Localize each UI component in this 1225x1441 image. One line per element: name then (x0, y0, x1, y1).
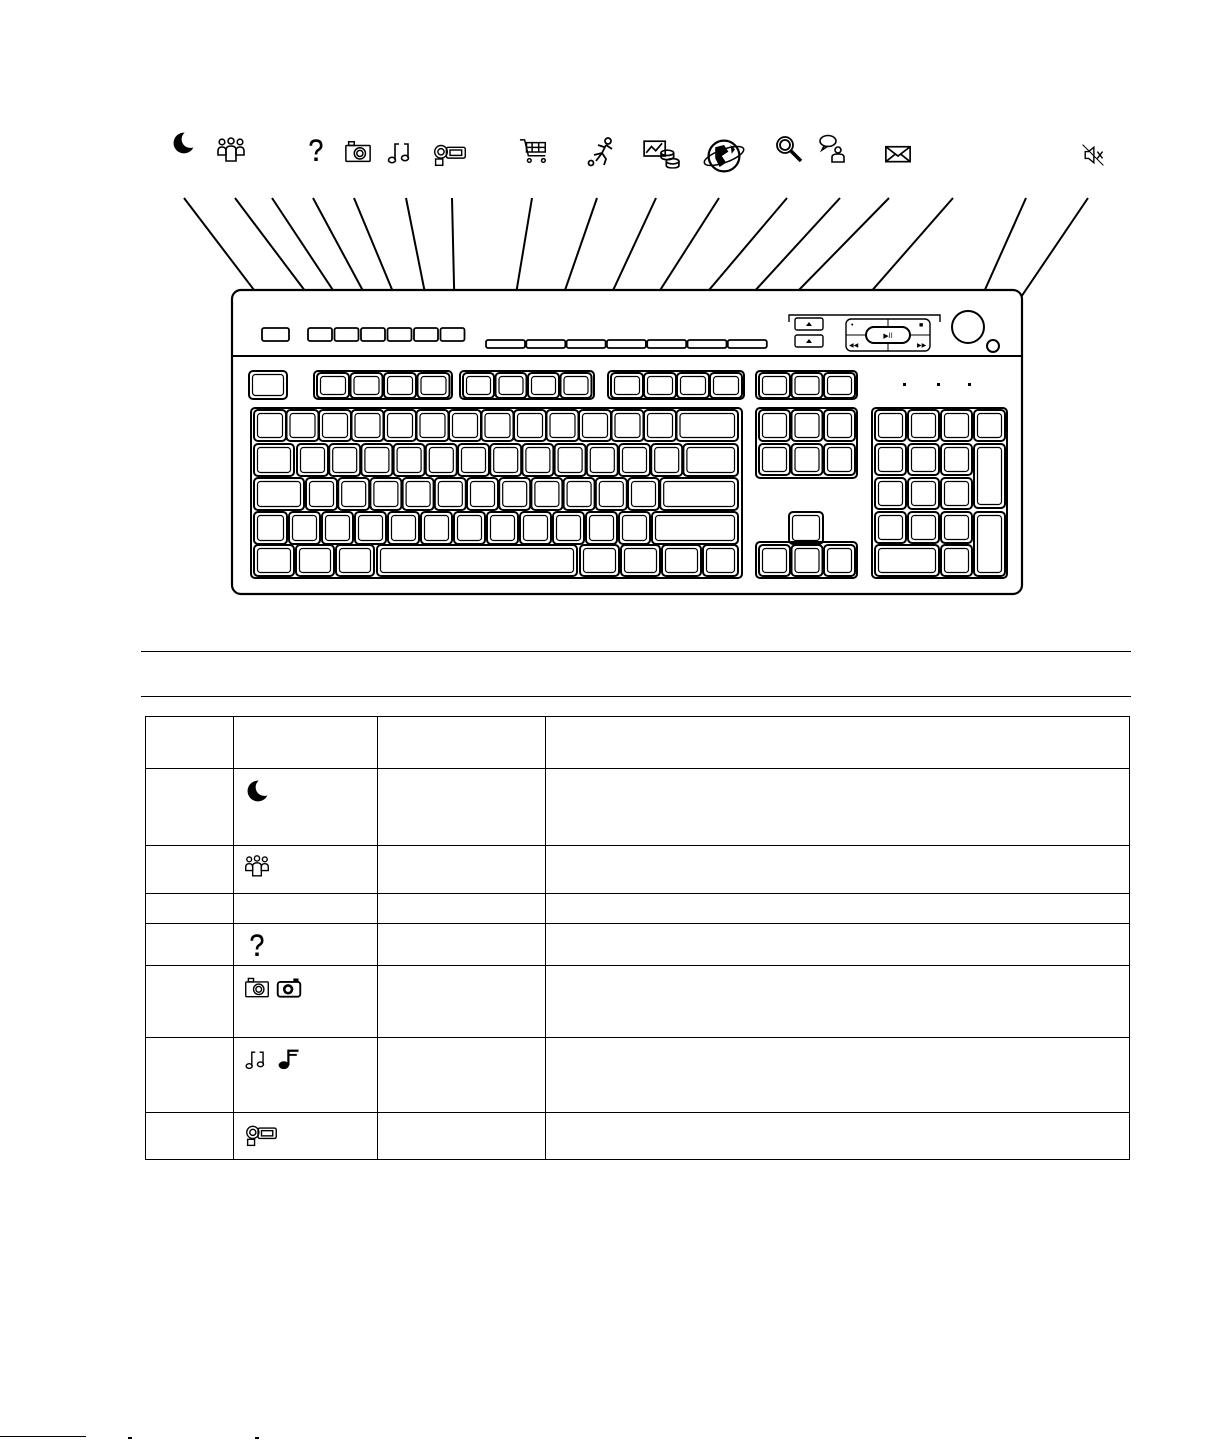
keyboard-key (254, 545, 294, 576)
hotkey-button (688, 340, 727, 348)
table-row (146, 1113, 1130, 1160)
keyboard-key (908, 410, 939, 441)
keyboard-key (596, 478, 627, 510)
keyboard-key (426, 444, 457, 476)
keyboard-key (974, 512, 1005, 576)
table-cell (378, 769, 546, 846)
keyboard-key (621, 545, 660, 576)
keyboard-key (417, 410, 449, 441)
envelope-icon (886, 147, 910, 162)
keyboard-key (759, 373, 790, 398)
hotkey-button (441, 328, 465, 341)
keyboard-key (792, 373, 823, 398)
camera-icon (244, 975, 270, 1001)
table-cell-number (146, 1038, 234, 1113)
table-cell (378, 1038, 546, 1113)
keyboard-key (824, 410, 855, 441)
keyboard-key (974, 410, 1005, 441)
keyboard-key (522, 444, 553, 476)
table-cell-icon (234, 769, 378, 846)
hotkey-button (526, 340, 565, 348)
music-note-solid-icon (276, 1047, 302, 1073)
keyboard-key (384, 410, 416, 441)
hotkey-button (361, 328, 385, 341)
keyboard-key (941, 410, 972, 441)
users-icon (218, 138, 244, 161)
keyboard-key (467, 478, 498, 510)
footer-mark (128, 1437, 132, 1439)
table-cell-icon (234, 1113, 378, 1160)
keyboard-key (254, 410, 286, 441)
keyboard-key (394, 444, 425, 476)
keyboard-key (487, 512, 518, 544)
keyboard-key (792, 545, 823, 576)
table-cell (546, 894, 1130, 924)
moon-icon (244, 778, 270, 804)
question-mark-icon (244, 933, 270, 959)
hotkey-button (308, 328, 332, 341)
hotkey-button (388, 328, 412, 341)
camera-solid-icon (276, 975, 302, 1001)
music-notes-icon (389, 144, 409, 163)
keyboard-key (418, 373, 450, 398)
hotkey-button (262, 328, 289, 341)
keyboard-key (482, 410, 514, 441)
table-cell (546, 1038, 1130, 1113)
keyboard-key (370, 478, 401, 510)
keyboard-key (355, 512, 386, 544)
svg-text:•: • (851, 322, 854, 329)
svg-text:▶ll: ▶ll (883, 332, 893, 340)
keyboard-key (875, 545, 939, 576)
table-cell (546, 966, 1130, 1038)
table-row (146, 1038, 1130, 1113)
keyboard-key (660, 478, 738, 510)
hotkey-button (414, 328, 438, 341)
keyboard-key (789, 512, 823, 544)
keyboard-key (296, 545, 334, 576)
keyboard-key (644, 410, 676, 441)
keyboard-key (520, 512, 551, 544)
keyboard-key (875, 478, 906, 509)
finance-coins-icon (644, 141, 679, 168)
keyboard-key (651, 444, 682, 476)
keyboard-key (496, 373, 527, 398)
table-cell (378, 894, 546, 924)
table-cell-icon (234, 846, 378, 894)
keyboard-key (449, 410, 481, 441)
keyboard-key (974, 444, 1005, 508)
table-cell-icon (234, 924, 378, 966)
globe-icon (702, 141, 746, 172)
keyboard-key (759, 545, 790, 576)
keyboard-key (875, 410, 906, 441)
keyboard-key (454, 512, 485, 544)
keyboard-key (289, 512, 320, 544)
keyboard-key (908, 512, 939, 543)
keyboard-key (490, 444, 521, 476)
table-cell (378, 966, 546, 1038)
keyboard-key (564, 478, 595, 510)
keyboard-key (319, 410, 351, 441)
keyboard-key (619, 512, 650, 544)
keyboard-key (792, 410, 823, 441)
keyboard-key (336, 545, 374, 576)
keyboard-key (297, 444, 328, 476)
table-cell (546, 1113, 1130, 1160)
keyboard-key (792, 444, 823, 475)
svg-text:◀◀: ◀◀ (849, 343, 859, 349)
table-header-cell (546, 717, 1130, 769)
keyboard-key (254, 512, 287, 544)
keyboard-key (875, 444, 906, 475)
keyboard-key (499, 478, 530, 510)
table-row (146, 966, 1130, 1038)
table-cell (378, 846, 546, 894)
moon-icon (174, 133, 194, 154)
keyboard-key (531, 478, 562, 510)
table-cell-icon (234, 894, 378, 924)
table-cell (546, 769, 1130, 846)
hotkey-button (607, 340, 646, 348)
keyboard-key (254, 478, 304, 510)
table-header-row (146, 717, 1130, 769)
music-notes-icon (244, 1047, 270, 1073)
keyboard-key (458, 444, 489, 476)
table-cell-number (146, 1113, 234, 1160)
keyboard-key (759, 410, 790, 441)
table-cell (546, 846, 1130, 894)
keyboard-key (287, 410, 319, 441)
keyboard-key (824, 444, 855, 475)
keyboard-key (586, 512, 617, 544)
keyboard-key (553, 512, 584, 544)
keyboard-key (628, 478, 659, 510)
keyboard-key (352, 410, 384, 441)
mute-speaker-icon (1083, 145, 1104, 166)
footer-rule (0, 1436, 86, 1437)
keyboard-key (677, 410, 739, 441)
keyboard-key (612, 410, 644, 441)
hotkey-button (567, 340, 606, 348)
svg-text:▶▶: ▶▶ (917, 343, 927, 349)
keyboard-key (514, 410, 546, 441)
table-row (146, 846, 1130, 894)
keyboard-key (322, 512, 353, 544)
camera-icon (346, 142, 370, 162)
camcorder-icon (244, 1122, 279, 1148)
keyboard-key (710, 373, 742, 398)
keyboard-key (941, 512, 972, 543)
table-cell-number (146, 769, 234, 846)
keyboard-key (384, 373, 416, 398)
table-cell-number (146, 894, 234, 924)
keyboard-key (875, 512, 906, 543)
keyboard-key (941, 545, 972, 576)
keyboard-key (941, 478, 972, 509)
table-row (146, 769, 1130, 846)
table-cell (378, 1113, 546, 1160)
table-cell-icon (234, 1038, 378, 1113)
keyboard-key (317, 373, 349, 398)
keyboard-key (579, 410, 611, 441)
keyboard-key (338, 478, 369, 510)
table-header-cell (146, 717, 234, 769)
table-cell-number (146, 924, 234, 966)
hotkey-button (486, 340, 525, 348)
keyboard-diagram (0, 0, 1225, 640)
keyboard-key (611, 373, 643, 398)
keyboard-key (580, 545, 619, 576)
keyboard-key (435, 478, 466, 510)
table-row (146, 894, 1130, 924)
keyboard-key (361, 444, 392, 476)
keyboard-key (759, 444, 790, 475)
keyboard-key (683, 444, 738, 476)
shopping-cart-icon (520, 140, 545, 163)
keyboard-key (377, 545, 577, 576)
keyboard-key (403, 478, 434, 510)
keyboard-key (644, 373, 676, 398)
keyboard-key (561, 373, 592, 398)
keyboard-key (351, 373, 383, 398)
magnifier-icon (777, 137, 801, 161)
keyboard-key (547, 410, 579, 441)
keyboard-key (908, 444, 939, 475)
question-mark-icon (311, 141, 321, 161)
keyboard-key (824, 545, 855, 576)
keyboard-key (388, 512, 419, 544)
table-cell-number (146, 846, 234, 894)
keyboard-key (908, 478, 939, 509)
footer-mark (255, 1437, 259, 1439)
keyboard-key (254, 444, 294, 476)
keyboard-key (249, 371, 287, 399)
keyboard-key (703, 545, 738, 576)
keyboard-key (824, 373, 855, 398)
keyboard-key (941, 444, 972, 475)
table-cell-icon (234, 966, 378, 1038)
table-cell (378, 924, 546, 966)
keyboard-key (421, 512, 452, 544)
key-table (145, 716, 1130, 1160)
camcorder-icon (435, 146, 466, 166)
keyboard-key (555, 444, 586, 476)
keyboard-key (528, 373, 559, 398)
hotkey-button (335, 328, 359, 341)
svg-text:■: ■ (919, 322, 924, 329)
keyboard-key (329, 444, 360, 476)
keyboard-key (463, 373, 494, 398)
keyboard-key (587, 444, 618, 476)
table-cell-number (146, 966, 234, 1038)
icon-row (174, 133, 1104, 172)
chat-person-icon (820, 136, 844, 163)
keyboard-key (677, 373, 709, 398)
hotkey-button (647, 340, 686, 348)
hotkey-button (728, 340, 767, 348)
keyboard-key (662, 545, 701, 576)
keyboard-key (306, 478, 337, 510)
table-cell (546, 924, 1130, 966)
athlete-icon (589, 138, 613, 166)
keyboard-key (652, 512, 738, 544)
table-header-cell (234, 717, 378, 769)
users-icon (244, 855, 270, 881)
table-rule-top (141, 651, 1131, 652)
table-header-cell (378, 717, 546, 769)
table-row (146, 924, 1130, 966)
keyboard-key (619, 444, 650, 476)
table-rule-bottom (141, 696, 1131, 697)
